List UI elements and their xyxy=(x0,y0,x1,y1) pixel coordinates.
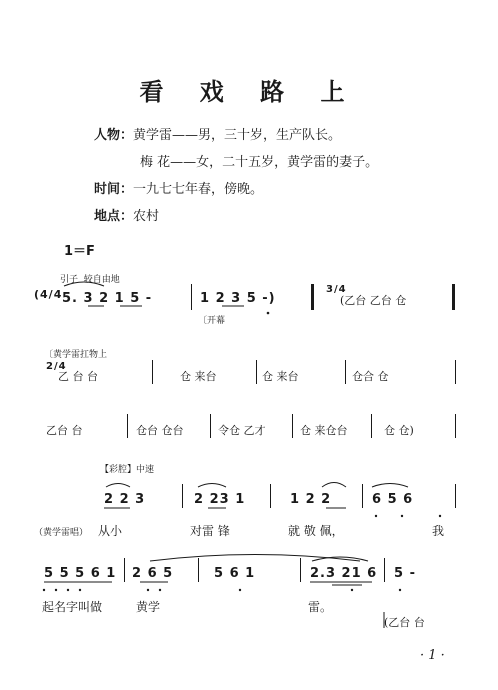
s3-notes-1: 2 2 3 xyxy=(104,492,146,507)
s3-lyric-3: 就 敬 佩， xyxy=(288,524,344,538)
stage-note: 〔开幕 xyxy=(198,316,226,326)
s3-tail: (乙台 台 xyxy=(384,616,425,629)
s3-lyric-6: 黄学 xyxy=(136,600,161,614)
s3-lyric-1: 从小 xyxy=(98,524,123,538)
slur-arc xyxy=(322,483,346,488)
slur-arc xyxy=(198,484,226,488)
s3-notes-8: 2.3 21 6 xyxy=(310,566,378,581)
time-label: 时间： xyxy=(94,182,134,197)
s3-lyric-2: 对雷 锋 xyxy=(190,524,230,538)
time-value: 一九七七年春，傍晚。 xyxy=(133,182,264,197)
s2-row1-cell-4: 仓合 仓 xyxy=(352,370,389,383)
octave-dot xyxy=(267,312,270,315)
slur-arc xyxy=(372,484,408,488)
s2-row2-cell-4: 仓 来仓台 xyxy=(300,424,348,437)
s2-row2-cell-5: 仓 仓) xyxy=(384,424,414,437)
octave-dot xyxy=(159,589,161,591)
s3-notes-2: 2 23 1 xyxy=(194,492,246,507)
s2-row1-cell-2: 仓 来台 xyxy=(180,370,217,383)
octave-dot xyxy=(401,515,403,517)
character-1: 黄学雷——男，三十岁，生产队长。 xyxy=(133,128,342,143)
intro-time-signature-2: 3/4 xyxy=(326,284,347,295)
octave-dot xyxy=(147,589,149,591)
section3-tempo: 【彩腔】中速 xyxy=(100,465,155,475)
octave-dot xyxy=(55,589,57,591)
page-title: 看 戏 路 上 xyxy=(139,77,359,106)
octave-dot xyxy=(79,589,81,591)
intro-tempo: 较自由地 xyxy=(83,275,120,285)
intro-segment-3: (乙台 乙台 仓 xyxy=(340,294,407,307)
slur-arc xyxy=(106,484,130,488)
octave-dot xyxy=(43,589,45,591)
s3-notes-4: 6 5 6 xyxy=(372,492,414,507)
singer-note: （黄学雷唱） xyxy=(34,528,89,538)
intro-segment-1: 5. 3 2 1 5 - xyxy=(62,291,153,306)
octave-dot xyxy=(439,515,441,517)
octave-dot xyxy=(399,589,401,591)
intro-time-sig-text: 4/4 xyxy=(40,288,63,301)
page-number: · 1 · xyxy=(420,648,445,663)
section2-time-signature: 2/4 xyxy=(46,361,67,372)
s2-row2-cell-3: 令仓 乙才 xyxy=(218,424,266,437)
s3-lyric-4: 我 xyxy=(432,524,445,538)
s3-notes-3: 1 2 2 xyxy=(290,492,332,507)
octave-dot xyxy=(375,515,377,517)
section2-note: 〔黄学雷扛物上 xyxy=(44,350,108,360)
s3-lyric-7: 雷。 xyxy=(308,600,333,614)
s3-lyric-5: 起名字叫做 xyxy=(42,600,103,614)
s3-notes-9: 5 - xyxy=(394,566,416,581)
s3-notes-5: 5 5 5 6 1 xyxy=(44,566,117,581)
octave-dot xyxy=(67,589,69,591)
s2-row1-cell-1: 乙 台 台 xyxy=(58,370,98,383)
character-2: 梅 花——女，二十五岁，黄学雷的妻子。 xyxy=(140,155,379,170)
s2-row2-cell-1: 乙台 台 xyxy=(46,424,83,437)
place-label: 地点： xyxy=(94,209,134,224)
octave-dot xyxy=(239,589,241,591)
slur-arc xyxy=(64,282,104,286)
intro-segment-2: 1 2 3 5 -) xyxy=(200,291,276,306)
key-signature: 1＝F xyxy=(64,244,95,259)
place-value: 农村 xyxy=(133,209,160,224)
intro-time-signature: (4/4 xyxy=(34,288,63,301)
s2-row2-cell-2: 仓台 仓台 xyxy=(136,424,184,437)
intro-label-text: 引子 xyxy=(60,275,79,285)
characters-label: 人物： xyxy=(94,128,134,143)
s3-notes-6: 2 6 5 xyxy=(132,566,174,581)
s2-row1-cell-3: 仓 来台 xyxy=(262,370,299,383)
octave-dot xyxy=(351,589,353,591)
s3-notes-7: 5 6 1 xyxy=(214,566,256,581)
